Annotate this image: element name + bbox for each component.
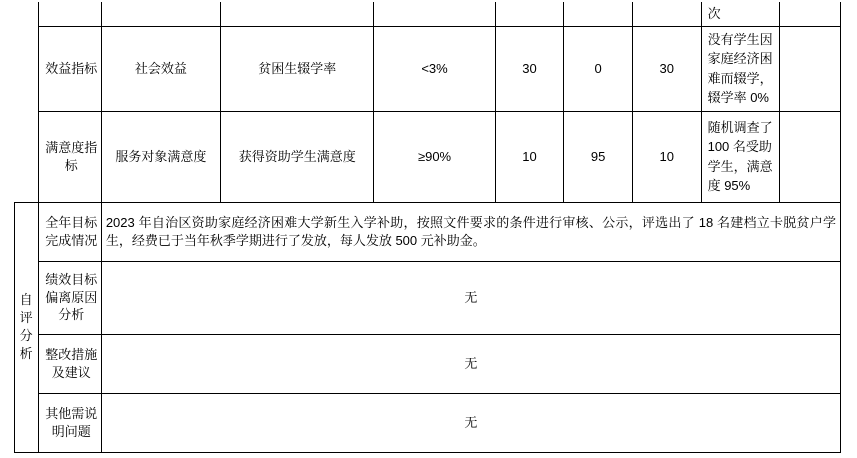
cell-score-obtained: 30 [632, 26, 701, 111]
performance-evaluation-table [14, 2, 841, 453]
cell-category: 满意度指标 [39, 111, 102, 202]
cell-row-content [101, 334, 840, 393]
table-row [15, 393, 841, 452]
cell-actual-value: 0 [564, 26, 633, 111]
table-row [15, 2, 841, 26]
row-label-text: 其他需说明问题 [45, 406, 98, 439]
table-row [15, 111, 841, 202]
self-eval-label-text: 自评分析 [19, 291, 35, 362]
cell-empty [495, 2, 564, 26]
table-row [15, 261, 841, 334]
cell-category: 效益指标 [39, 26, 102, 111]
cell-subcategory: 社会效益 [101, 26, 220, 111]
cell-row-content [101, 202, 840, 261]
row-label-text: 整改措施及建议 [45, 347, 98, 380]
cell-row-label [39, 202, 102, 261]
cell-remark-continued: 次 [701, 2, 780, 26]
cell-remark: 没有学生因家庭经济困难而辍学，辍学率 0% [701, 26, 780, 111]
table-row [15, 202, 841, 261]
table-row [15, 26, 841, 111]
cell-empty [374, 2, 495, 26]
row-content-text: 无 [464, 355, 478, 371]
cell-row-content [101, 261, 840, 334]
cell-score-obtained: 10 [632, 111, 701, 202]
cell-target-value: ≥90% [374, 111, 495, 202]
cell-score-total: 10 [495, 111, 564, 202]
cell-empty [780, 111, 841, 202]
cell-row-label [39, 334, 102, 393]
row-label-text: 全年目标完成情况 [45, 215, 98, 248]
cell-empty [101, 2, 220, 26]
cell-empty [39, 2, 102, 26]
cell-row-label [39, 261, 102, 334]
cell-subcategory: 服务对象满意度 [101, 111, 220, 202]
cell-empty [632, 2, 701, 26]
cell-actual-value: 95 [564, 111, 633, 202]
table-row [15, 334, 841, 393]
cell-remark: 随机调查了 100 名受助学生，满意度 95% [701, 111, 780, 202]
cell-empty [220, 2, 373, 26]
cell-empty [780, 26, 841, 111]
cell-indicator-name: 贫困生辍学率 [220, 26, 373, 111]
cell-row-label [39, 393, 102, 452]
cell-target-value: <3% [374, 26, 495, 111]
cell-row-content [101, 393, 840, 452]
cell-indicator-name: 获得资助学生满意度 [220, 111, 373, 202]
cell-empty [780, 2, 841, 26]
cell-empty [564, 2, 633, 26]
row-content-text: 无 [464, 414, 478, 430]
row-content-text: 2023 年自治区资助家庭经济困难大学新生入学补助，按照文件要求的条件进行审核、公示，评选出了 18 名建档立卡脱贫户学生，经费已于当年秋季学期进行了发放，每人发放 500 元补助金。 [105, 215, 836, 248]
cell-score-total: 30 [495, 26, 564, 111]
row-content-text: 无 [464, 289, 478, 305]
row-label-text: 绩效目标偏离原因分析 [45, 272, 98, 323]
cell-self-eval-label [15, 202, 39, 452]
